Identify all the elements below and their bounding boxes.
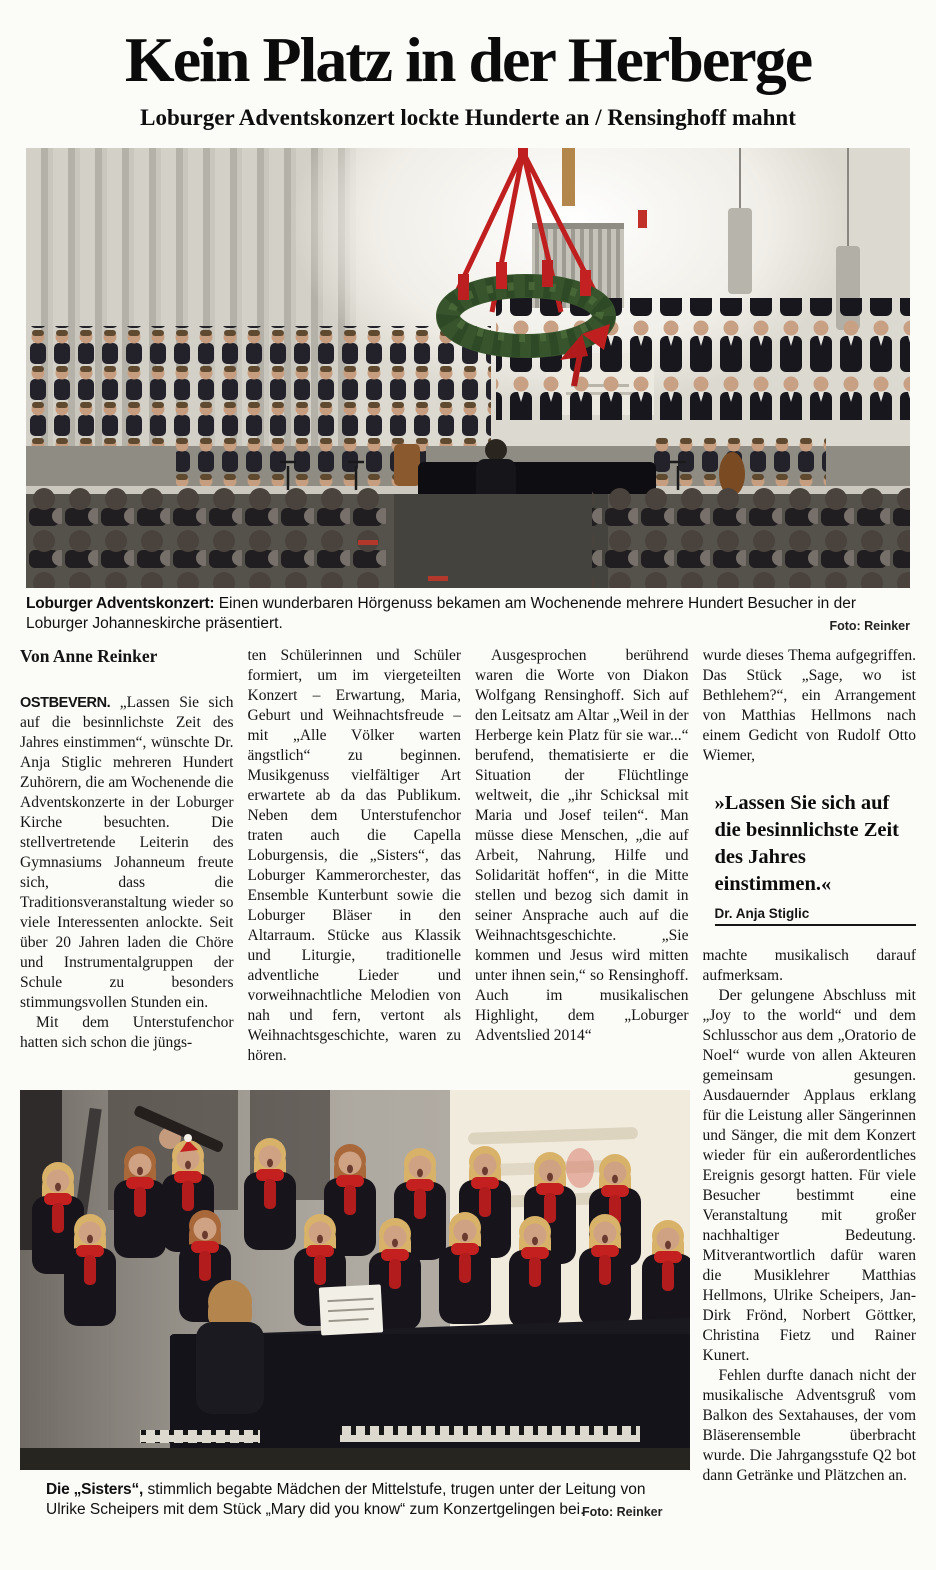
photo-credit: Foto: Reinker [581,1505,663,1520]
red-stool [358,540,378,545]
bottom-photo [20,1086,689,1468]
piano-keyboard-left [140,1430,260,1443]
dateline: OSTBEVERN. [20,695,111,712]
page-title: Kein Platz in der Herberge [124,24,812,95]
piano-keyboard [340,1426,640,1442]
article-column-3 [475,646,689,1086]
paragraph: ten Schülerinnen und Schüler formiert, um im viergeteilten Konzert – Erwartung, Maria, Geburt und Weihnachtsfreude – mit „Alle Völker warten ängstlich“ zu beginnen. Musikgenuss vielfältiger Art erwartete ab da das Publikum. Neben dem Unterstufenchor traten auch die Capella Loburgensis, die „Sisters“, das Loburger Kammerorchester, das Ensemble Kunterbunt sowie die Loburger Bläser in den Altarraum. Stücke aus Klassik und Liturgie, traditionelle adventliche Lieder und vorweihnachtliche Melodien von nah und fern, vertont als Weihnachtsgeschichte, waren zu hören. [247,647,461,1065]
article-column-4 [703,646,917,1520]
top-photo [26,148,910,588]
byline: Von Anne Reinker [20,646,158,667]
sub-headline: Loburger Adventskonzert lockte Hunderte an / Rensinghoff mahnt [140,105,796,131]
wall-candle [638,210,647,228]
center-aisle [394,494,608,588]
caption-text: stimmlich begabte Mädchen der Mittelstufe, trugen unter der Leitung von Ulrike Scheipers mit dem Stück „Mary did you know“ zum Konzertgelingen bei. [46,1481,646,1519]
paragraph: Der gelungene Abschluss mit „Joy to the world“ und dem Schlusschor aus dem „Oratorio de Noel“ wurde von allen Akteuren gemeinsam gesungen. Ausdauernder Applaus erklang für die Leistung aller Sängerinnen und Sänger, die mit dem Konzert wieder für ein außerordentliches Ereignis gesorgt hatten. Für viele Besucher bestimmt eine Veranstaltung mit großer nachhaltiger Bedeutung. Mitverantwortlich dafür waren die Musiklehrer Matthias Hellmons, Ulrike Scheipers, Jan-Dirk Frönd, Norbert Göttker, Christina Fietz und Rainer Kunert. [702,987,916,1365]
santa-hat-pom [184,1134,192,1142]
paragraph: machte musikalisch darauf aufmerksam. [702,947,916,985]
pull-quote-attribution: Dr. Anja Stiglic [715,906,917,926]
red-stool [428,576,448,581]
bottom-photo-caption [46,1474,663,1520]
article-column-1 [20,646,234,1086]
red-smudge [566,1148,594,1188]
top-photo-caption [26,594,910,634]
pull-quote: »Lassen Sie sich auf die besinnlichste Zeit des Jahres einstimmen.« [714,792,900,896]
paragraph: Ausgesprochen berührend waren die Worte von Diakon Wolfgang Rensinghoff. Sich auf den Leitsatz am Altar „Weil in der Herberge kein Platz für sie war...“ berufend, thematisierte er die Situation der Flüchtlinge weltweit, die „ihr Schicksal mit Maria und Josef teilen“. Man müsse diese Menschen, „die auf Arbeit, Nahrung, Hilfe und Solidarität hoffen“, in die Mitte stellen und bezog sich damit in seiner Ansprache auch auf die Weihnachtsgeschichte. „Sie kommen und Jesus wird mitten unter ihnen sein,“ so Rensinghoff. Auch im musikalischen Highlight, dem „Loburger Adventslied 2014“ [475,647,689,1045]
photo-credit: Foto: Reinker [829,619,910,634]
paragraph: OSTBEVERN. „Lassen Sie sich auf die besinnlichste Zeit des Jahres einstimmen“, wünschte Dr. Anja Stiglic mehreren Hundert Zuhörern, die am Wochenende die Adventskonzerte in der Loburger Kirche besuchten. Die stellvertretende Leiterin des Gymnasiums Johanneum freute sich, dass die Traditionsveranstaltung wieder so viele Interessenten anlockte. Seit über 20 Jahren laden die Chöre und Instrumentalgruppen der Schule zu besonders stimmungsvollen Stunden ein. [20,694,234,1012]
audience [26,484,910,588]
adult-choir [496,298,910,420]
article-column-2 [248,646,462,1086]
paragraph: Fehlen durfte danach nicht der musikalische Adventsgruß vom Balkon des Sextahauses, der vom Bläserensemble überbracht wurde. Die Jahrgangsstufe Q2 bot dann Getränke und Plätzchen an. [702,1367,916,1485]
caption-lead: Loburger Adventskonzert: [26,595,215,613]
pianist-head [485,439,507,461]
article-body [20,646,916,1520]
caption-text: Einen wunderbaren Hörgenuss bekamen am Wochenende mehrere Hundert Besucher in der Loburger Johanneskirche präsentiert. [26,595,857,633]
sisters-choir-photo [20,1090,690,1470]
caption-lead: Die „Sisters“, [46,1481,144,1499]
cross [562,148,575,206]
conga-drum [394,444,420,486]
paragraph: wurde dieses Thema aufgegriffen. Das Stück „Sage, wo ist Bethlehem?“, ein Arrangement von Matthias Hellmons nach einem Gedicht von Rudolf Otto Wiemer, [702,647,916,765]
church-concert-photo [26,148,910,588]
paragraph: Mit dem Unterstufenchor hatten sich schon die jüngs- [20,1014,234,1052]
